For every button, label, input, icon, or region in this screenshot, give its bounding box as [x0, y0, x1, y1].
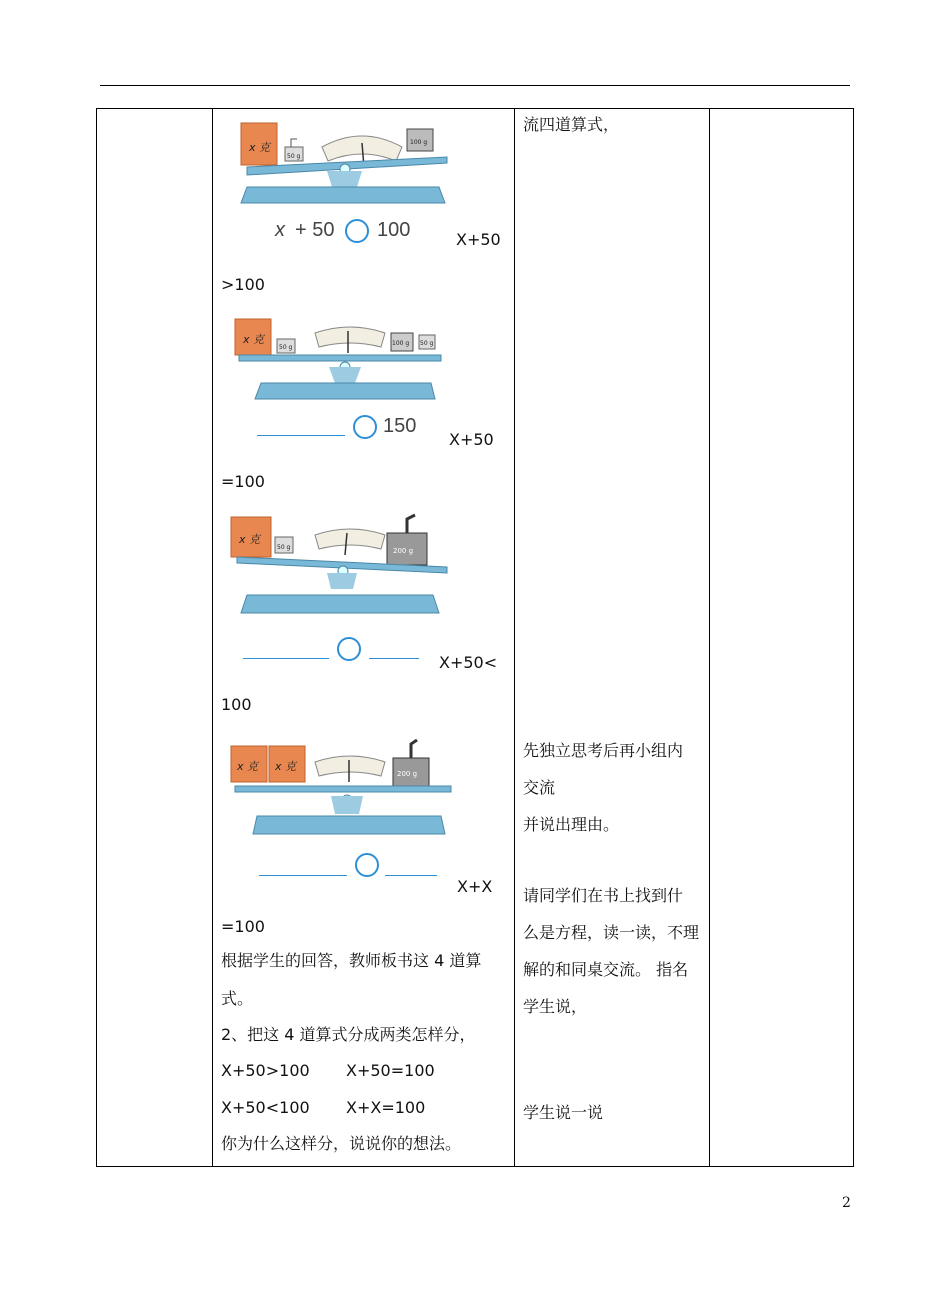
col3-line4: 并说出理由。	[523, 815, 620, 834]
balance-scale-3	[227, 511, 457, 617]
svg-text:x 克: x 克	[243, 333, 265, 346]
eq4-compare-circle	[355, 853, 379, 877]
eq4-answer-a: X+X	[457, 877, 493, 896]
col2-cell	[213, 109, 515, 1167]
eq1-x: x	[275, 219, 285, 241]
row1-b: X+50=100	[346, 1061, 435, 1080]
para2: 2、把这 4 道算式分成两类怎样分，	[221, 1025, 476, 1044]
eq1-compare-circle	[345, 219, 369, 243]
row1-a: X+50>100	[221, 1061, 310, 1080]
svg-text:x 克: x 克	[237, 760, 259, 773]
col3-line5: 请同学们在书上找到什	[523, 886, 684, 905]
col1-cell	[97, 109, 213, 1167]
col3-line8: 学生说，	[523, 997, 588, 1016]
eq2-compare-circle	[353, 415, 377, 439]
col3-line2: 先独立思考后再小组内	[523, 741, 684, 760]
eq2-blank-line	[257, 435, 345, 436]
eq4-blank-line-right	[385, 875, 437, 876]
col3-line9: 学生说一说	[523, 1103, 604, 1122]
col3-line7: 解的和同桌交流。 指名	[523, 960, 689, 979]
col3-line6: 么是方程，读一读，不理	[523, 923, 700, 942]
eq1-answer-b: >100	[221, 275, 265, 294]
eq1-answer-a: X+50	[456, 230, 501, 249]
svg-text:100 g: 100 g	[392, 340, 410, 347]
svg-text:x 克: x 克	[275, 760, 297, 773]
col3-line3: 交流	[523, 778, 556, 797]
col3-line1: 流四道算式，	[523, 115, 620, 134]
balance-scale-2	[225, 313, 455, 405]
svg-text:50 g: 50 g	[287, 153, 301, 160]
header-rule	[100, 85, 850, 86]
svg-text:200 g: 200 g	[393, 547, 414, 555]
row2-a: X+50<100	[221, 1098, 310, 1117]
svg-text:x 克: x 克	[239, 533, 261, 546]
col3-cell	[515, 109, 710, 1167]
para1-line1: 根据学生的回答，教师板书这 4 道算	[221, 951, 482, 970]
col4-cell	[710, 109, 854, 1167]
block-label: x 克	[249, 141, 271, 154]
eq2-answer-a: X+50	[449, 430, 494, 449]
para3: 你为什么这样分，说说你的想法。	[221, 1134, 462, 1153]
balance-scale-1	[227, 117, 457, 209]
eq4-answer-b: =100	[221, 917, 265, 936]
svg-text:50 g: 50 g	[277, 544, 291, 551]
eq3-blank-line-left	[243, 658, 329, 659]
svg-text:200 g: 200 g	[397, 770, 418, 778]
eq3-blank-line-right	[369, 658, 419, 659]
page-number: 2	[842, 1195, 851, 1211]
svg-text:50 g: 50 g	[420, 340, 434, 347]
eq1-right: 100	[377, 219, 411, 241]
eq3-compare-circle	[337, 637, 361, 661]
row2-b: X+X=100	[346, 1098, 426, 1117]
lesson-table	[96, 108, 854, 1167]
svg-text:100 g: 100 g	[410, 139, 428, 146]
eq4-blank-line-left	[259, 875, 347, 876]
para1-line2: 式。	[221, 989, 254, 1008]
balance-scale-4	[227, 734, 457, 838]
eq2-answer-b: =100	[221, 472, 265, 491]
svg-text:50 g: 50 g	[279, 344, 293, 351]
eq2-right: 150	[383, 415, 417, 437]
eq1-plus50: + 50	[295, 219, 335, 241]
eq3-answer-a: X+50<	[439, 653, 498, 672]
eq3-answer-b: 100	[221, 695, 252, 714]
